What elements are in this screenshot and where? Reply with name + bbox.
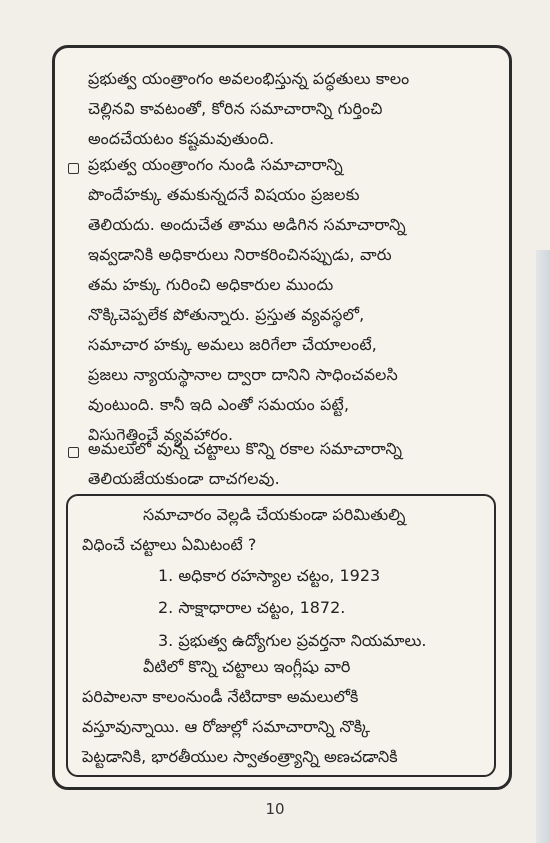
page-edge [536,250,550,843]
box-closing-line: వీటిలో కొన్ని చట్టాలు ఇంగ్లీషు వారి [143,657,351,676]
text-line: అందచేయటం కష్టమవుతుంది. [88,129,275,148]
text-line: సమాచార హక్కు అమలు జరిగేలా చేయాలంటే, [88,335,378,354]
text-line: ప్రభుత్వ యంత్రాంగం నుండి సమాచారాన్ని [88,155,343,174]
text-line: ఇవ్వడానికి అధికారులు నిరాకరించినప్పుడు, వారు [88,245,392,264]
law-item-2: 2. సాక్షాధారాల చట్టం, 1872. [158,598,346,617]
text-line: ప్రజలు న్యాయస్థానాల ద్వారా దానిని సాధించవలసి [88,365,398,384]
text-line: అమలులో వున్న చట్టాలు కొన్ని రకాల సమాచారాన్ని [88,439,403,458]
bullet-square-icon [68,163,79,174]
text-line: తెలియదు. అందుచేత తాము అడిగిన సమాచారాన్ని [88,215,406,234]
page-number: 10 [265,800,285,818]
text-line: పొందేహక్కు తమకున్నదనే విషయం ప్రజలకు [88,185,360,204]
paragraph-1 [88,64,500,154]
box-closing-line: వస్తూవున్నాయి. ఆ రోజుల్లో సమాచారాన్ని నొక్కి [82,717,370,736]
text-line: తమ హక్కు గురించి అధికారుల ముందు [88,275,334,294]
bullet-square-icon [68,447,79,458]
text-line: విసుగెత్తించే వ్యవహారం. [88,425,234,444]
text-line: ప్రభుత్వ యంత్రాంగం అవలంభిస్తున్న పద్ధతులు కాలం [88,69,410,88]
box-closing-line: పెట్టడానికి, భారతీయుల స్వాతంత్ర్యాన్ని అణచడానికి [82,747,398,766]
paragraph-2 [88,150,500,450]
box-question-line-1: సమాచారం వెల్లడి చేయకుండా పరిమితుల్ని [143,505,406,524]
text-line: వుంటుంది. కానీ ఇది ఎంతో సమయం పట్టే, [88,395,350,414]
box-closing-line: పరిపాలనా కాలంనుండీ నేటిదాకా అమలులోకి [82,687,359,706]
text-line: తెలియజేయకుండా దాచగలవు. [88,469,280,488]
text-line: నొక్కిచెప్పలేక పోతున్నారు. ప్రస్తుత వ్యవస్థలో, [88,305,365,324]
box-question-line-2: విధించే చట్టాలు ఏమిటంటే ? [82,535,257,554]
law-item-1: 1. అధికార రహస్యాల చట్టం, 1923 [158,566,381,585]
law-item-3: 3. ప్రభుత్వ ఉద్యోగుల ప్రవర్తనా నియమాలు. [158,631,427,650]
paragraph-3 [88,434,500,494]
text-line: చెల్లినవి కావటంతో, కోరిన సమాచారాన్ని గుర్తించి [88,99,383,118]
